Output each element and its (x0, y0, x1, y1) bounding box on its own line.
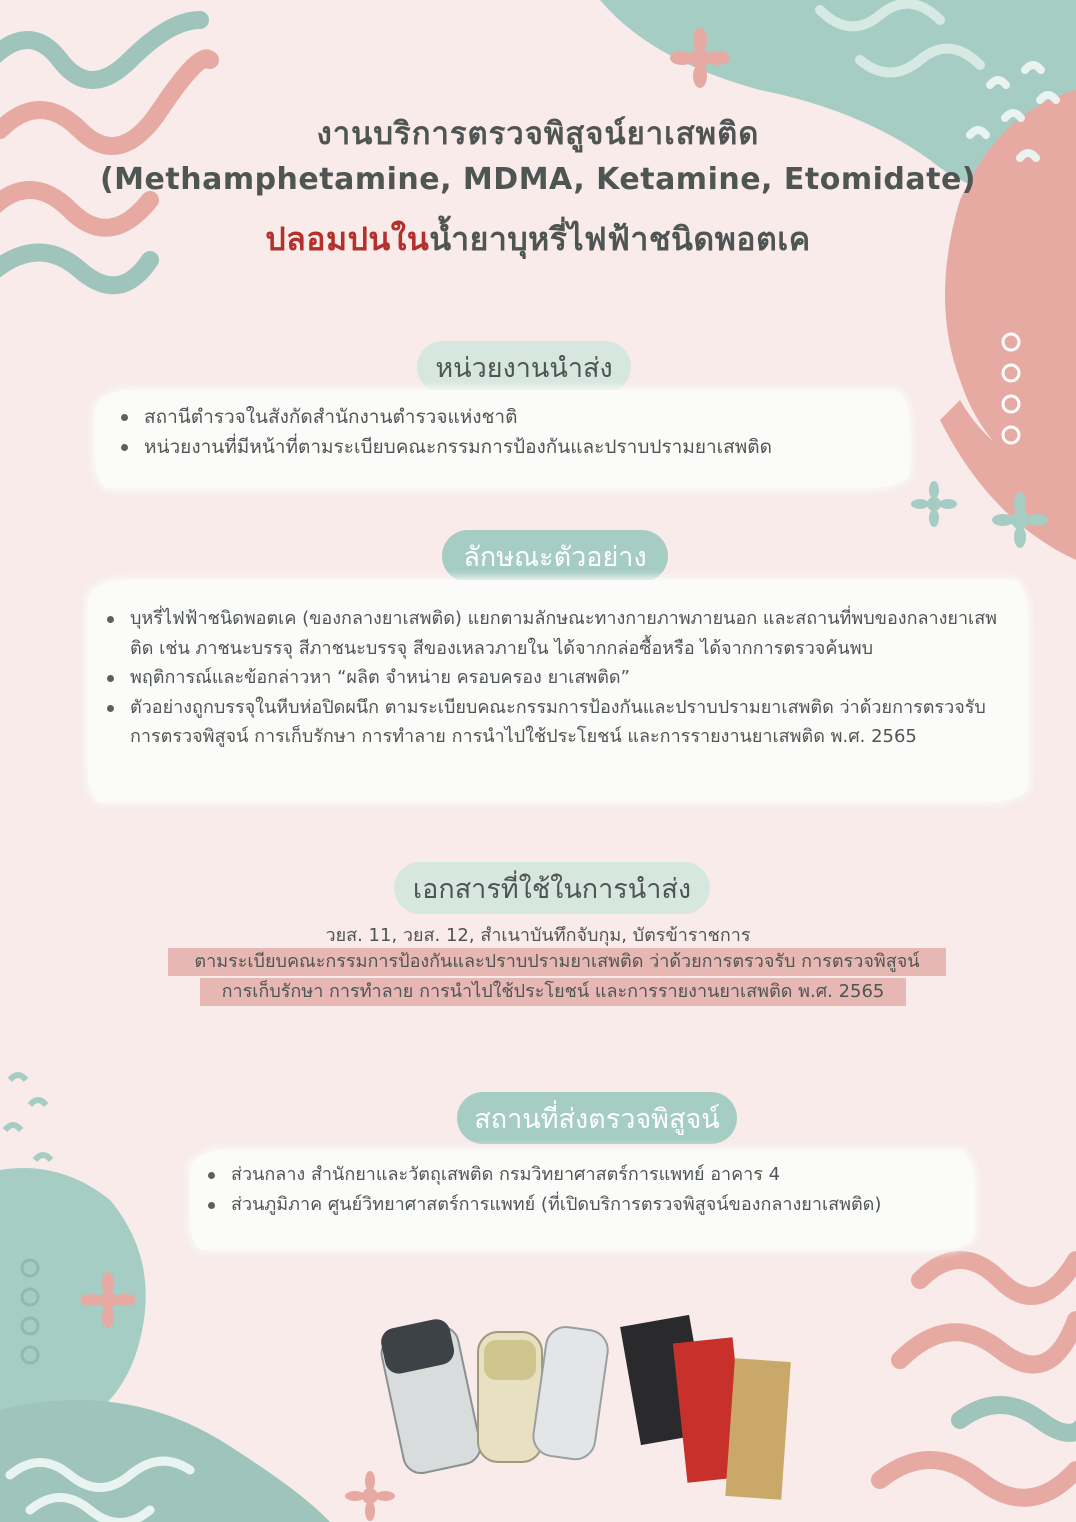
sender-heading: หน่วยงานนำส่ง (417, 341, 631, 393)
documents-highlight-2: การเก็บรักษา การทำลาย การนำไปใช้ประโยชน์ และการรายงานยาเสพติด พ.ศ. 2565 (200, 978, 906, 1006)
documents-list-text: วยส. 11, วยส. 12, สำเนาบันทึกจับกุม, บัตรข้าราชการ (325, 925, 751, 946)
list-item: หน่วยงานที่มีหน้าที่ตามระเบียบคณะกรรมการป้องกันและปราบปรามยาเสพติด (118, 432, 908, 462)
pod-bottle-image (531, 1324, 610, 1461)
list-item: บุหรี่ไฟฟ้าชนิดพอตเค (ของกลางยาเสพติด) แยกตามลักษณะทางกายภาพภายนอก และสถานที่พบของกลางยาเสพติด เช่น ภาชนะบรรจุ สีภาชนะบรรจุ สีของเหลวภายใน ได้จากกล่อซื้อหรือ ได้จากการตรวจค้นพบ (104, 604, 1014, 663)
pod-bottle-image (478, 1332, 542, 1462)
pod-bottle-image (380, 1317, 484, 1477)
list-item: ตัวอย่างถูกบรรจุในหีบห่อปิดผนึก ตามระเบียบคณะกรรมการป้องกันและปราบปรามยาเสพติด ว่าด้วยการตรวจรับ การตรวจพิสูจน์ การเก็บรักษา การทำลาย การนำไปใช้ประโยชน์ และการรายงานยาเสพติด พ.ศ. 2565 (104, 693, 1014, 752)
product-photos (380, 1300, 800, 1500)
list-item: ส่วนกลาง สำนักยาและวัตถุเสพติด กรมวิทยาศาสตร์การแพทย์ อาคาร 4 (205, 1160, 975, 1190)
title-line-2: (Methamphetamine, MDMA, Ketamine, Etomidate) (99, 162, 977, 197)
documents-heading: เอกสารที่ใช้ในการนำส่ง (394, 862, 710, 914)
title-highlight: ปลอมปนใน (265, 220, 430, 258)
pod-packet-image (620, 1315, 791, 1500)
documents-highlight-1: ตามระเบียบคณะกรรมการป้องกันและปราบปรามยาเสพติด ว่าด้วยการตรวจรับ การตรวจพิสูจน์ (168, 948, 946, 976)
title-line-1: งานบริการตรวจพิสูจน์ยาเสพติด (316, 116, 760, 152)
sender-list (118, 402, 908, 462)
sample-list (104, 604, 1014, 752)
list-item: พฤติการณ์และข้อกล่าวหา “ผลิต จำหน่าย ครอบครอง ยาเสพติด” (104, 663, 1014, 693)
list-item: ส่วนภูมิภาค ศูนย์วิทยาศาสตร์การแพทย์ (ที่เปิดบริการตรวจพิสูจน์ของกลางยาเสพติด) (205, 1190, 975, 1220)
sample-heading: ลักษณะตัวอย่าง (442, 530, 668, 582)
title-line-3 (0, 214, 1076, 265)
location-heading: สถานที่ส่งตรวจพิสูจน์ (457, 1092, 737, 1144)
list-item: สถานีตำรวจในสังกัดสำนักงานตำรวจแห่งชาติ (118, 402, 908, 432)
title-line-3-rest: น้ำยาบุหรี่ไฟฟ้าชนิดพอตเค (429, 220, 811, 258)
location-list (205, 1160, 975, 1219)
